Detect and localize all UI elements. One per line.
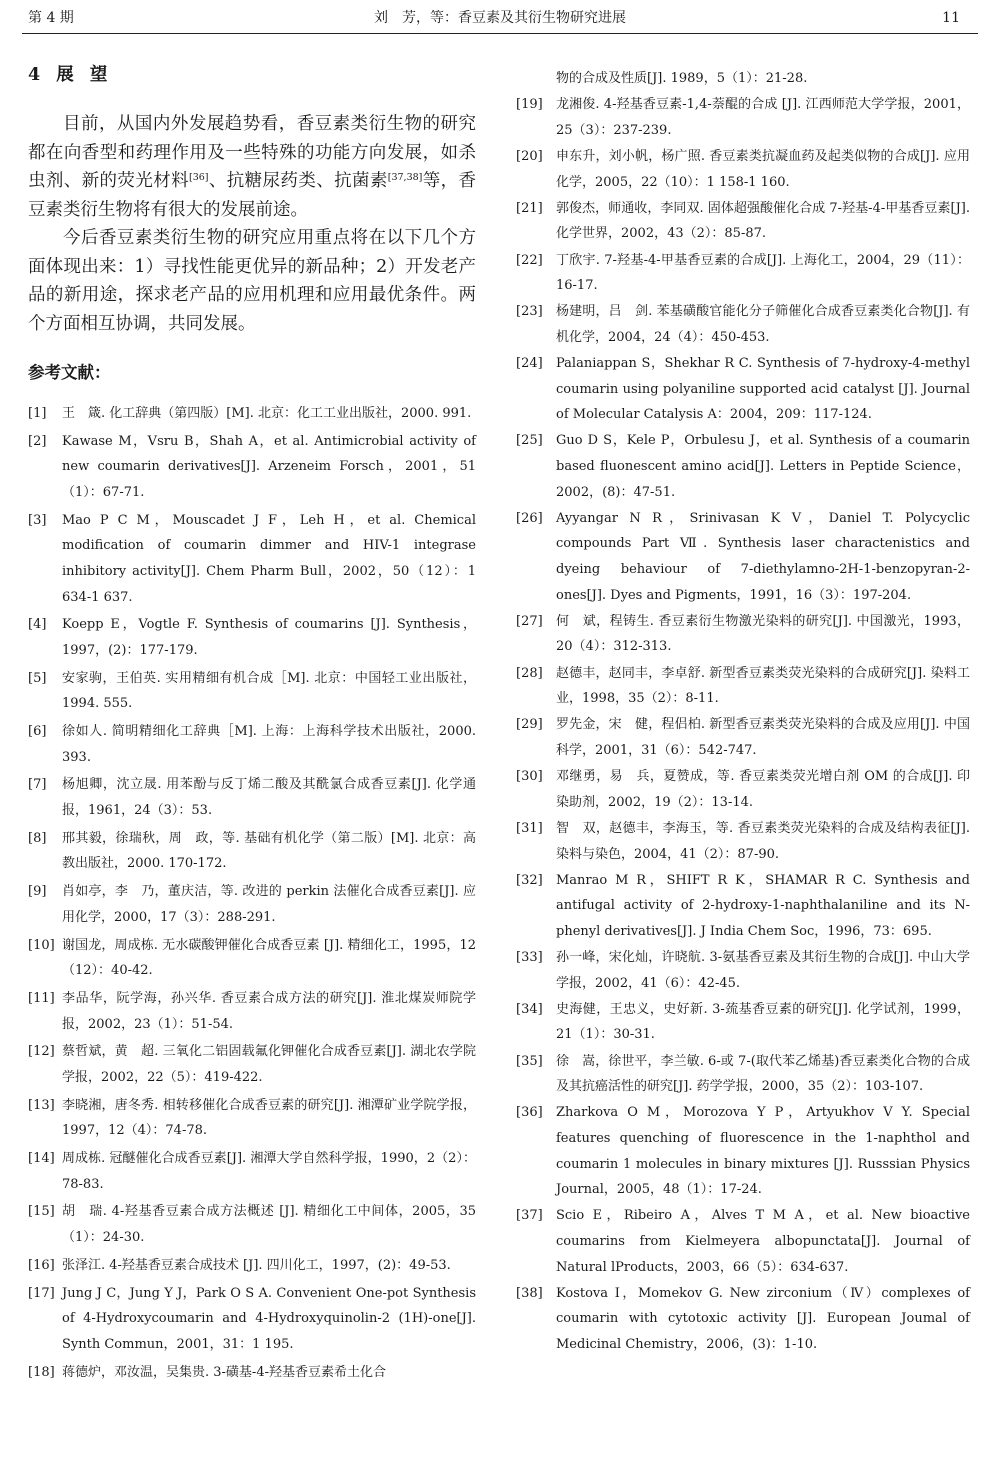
- reference-item: [516, 1203, 970, 1280]
- reference-item: [516, 92, 970, 143]
- reference-text: Palaniappan S，Shekhar R C. Synthesis of 7-hydroxy-4-methyl coumarin using polyaniline supported acid catalyst [J]. Journal of Molecular Catalysis A：2004，209：117-124.: [556, 356, 970, 423]
- left-column: [28, 66, 476, 1387]
- running-title: 刘 芳，等：香豆素及其衍生物研究进展: [374, 10, 626, 26]
- citation-marker: [36]: [188, 172, 209, 183]
- reference-number: [27]: [516, 613, 543, 629]
- reference-text: Koepp E，Vogtle F. Synthesis of coumarins [J]. Synthesis，1997，(2)：177-179.: [62, 617, 476, 658]
- reference-item: [28, 1039, 476, 1090]
- body-paragraph-1: 目前，从国内外发展趋势看，香豆素类衍生物的研究都在向香型和药理作用及一些特殊的功能方向发展，如杀虫剂、新的荧光材料[36]、抗糖尿药类、抗菌素[37,38]等，香豆素类衍生物将有很大的发展前途。: [28, 114, 477, 220]
- reference-item: [516, 997, 970, 1048]
- reference-text: 龙湘俊. 4-羟基香豆素-1,4-萘醌的合成 [J]. 江西师范大学学报，2001，25（3）：237-239.: [556, 97, 970, 138]
- reference-item: [516, 609, 970, 660]
- citation-marker: [37,38]: [387, 172, 423, 183]
- reference-number: [6]: [28, 724, 47, 740]
- reference-item: [516, 945, 970, 996]
- reference-text: Ayyangar N R，Srinivasan K V，Daniel T. Polycyclic compounds Part Ⅶ. Synthesis laser charactenistics and dyeing behaviour of 7-diethylamno-2H-1-benzopyran-2-ones[J]. Dyes and Pigments，1991，16（3）：197-204.: [556, 510, 970, 603]
- reference-number: [21]: [516, 200, 543, 216]
- reference-number: [8]: [28, 830, 47, 846]
- reference-text: 张泽江. 4-羟基香豆素合成技术 [J]. 四川化工，1997，(2)：49-53.: [62, 1257, 451, 1273]
- reference-item: [516, 816, 970, 867]
- reference-text: 肖如亭，李 乃，董庆洁，等. 改进的 perkin 法催化合成香豆素[J]. 应用化学，2000，17（3）：288-291.: [62, 884, 476, 925]
- reference-item: [28, 933, 476, 984]
- reference-number: [30]: [516, 769, 543, 785]
- reference-item: [28, 508, 476, 610]
- reference-item: [28, 1281, 476, 1358]
- reference-text: 孙一峰，宋化灿，许晓航. 3-氨基香豆素及其衍生物的合成[J]. 中山大学学报，2002，41（6）：42-45.: [556, 950, 970, 991]
- reference-item: [28, 429, 476, 506]
- reference-item: [516, 144, 970, 195]
- reference-text: 邓继勇，易 兵，夏赞成，等. 香豆素类荧光增白剂 OM 的合成[J]. 印染助剂，2002，19（2）：13-14.: [556, 769, 970, 810]
- reference-item: [516, 764, 970, 815]
- reference-item: [28, 879, 476, 930]
- right-column: [516, 66, 970, 1358]
- reference-number: [37]: [516, 1208, 543, 1224]
- reference-text: 杨建明，吕 剑. 苯基磺酸官能化分子筛催化合成香豆素类化合物[J]. 有机化学，2004，24（4）：450-453.: [556, 304, 970, 345]
- reference-list-left: [28, 401, 476, 1385]
- reference-item: [516, 1049, 970, 1100]
- reference-item: [516, 428, 970, 505]
- reference-number: [24]: [516, 356, 543, 372]
- reference-item: [516, 506, 970, 608]
- reference-item: [28, 986, 476, 1037]
- reference-item: [28, 1146, 476, 1197]
- reference-item: [28, 666, 476, 717]
- section-heading: 4 展 望: [28, 65, 113, 85]
- reference-continuation: 物的合成及性质[J]. 1989，5（1）：21-28.: [556, 71, 808, 86]
- reference-text: 周成栋. 冠醚催化合成香豆素[J]. 湘潭大学自然科学报，1990，2（2）：78-83.: [62, 1151, 476, 1192]
- reference-text: 蒋德炉，邓汝温，吴集贵. 3-磺基-4-羟基香豆素希土化合: [62, 1364, 386, 1380]
- reference-item: [516, 1100, 970, 1202]
- reference-item: [28, 612, 476, 663]
- reference-item: [28, 1253, 476, 1279]
- reference-item: [28, 772, 476, 823]
- reference-number: [13]: [28, 1097, 55, 1113]
- issue-number: 第 4 期: [28, 10, 74, 26]
- reference-text: 赵德丰，赵同丰，李卓舒. 新型香豆素类荧光染料的合成研究[J]. 染料工业，1998，35（2）：8-11.: [556, 665, 970, 707]
- reference-item: [28, 1093, 476, 1144]
- reference-number: [19]: [516, 97, 543, 113]
- reference-item: [28, 719, 476, 770]
- reference-item: [516, 712, 970, 763]
- reference-number: [18]: [28, 1364, 55, 1380]
- reference-text: 王 箴. 化工辞典（第四版）[M]. 北京：化工工业出版社，2000. 991.: [62, 406, 472, 421]
- reference-text: 丁欣宇. 7-羟基-4-甲基香豆素的合成[J]. 上海化工，2004，29（11）：16-17.: [556, 252, 970, 294]
- reference-number: [2]: [28, 433, 47, 449]
- reference-text: Jung J C，Jung Y J，Park O S A. Convenient One-pot Synthesis of 4-Hydroxycoumarin and 4-Hydroxyquinolin-2 (1H)-one[J]. Synth Commun，2001，31：1 195.: [62, 1285, 476, 1352]
- reference-number: [9]: [28, 884, 47, 900]
- reference-number: [17]: [28, 1285, 55, 1301]
- running-header: [28, 6, 972, 30]
- reference-text: Scio E，Ribeiro A，Alves T M A，et al. New bioactive coumarins from Kielmeyera albopunctata[J]. Journal of Natural lProducts，2003，66（5）：634-637.: [556, 1208, 970, 1275]
- reference-number: [25]: [516, 433, 543, 449]
- reference-number: [3]: [28, 512, 47, 528]
- reference-item: [516, 248, 970, 299]
- reference-item: [516, 299, 970, 350]
- reference-text: 何 斌，程铸生. 香豆素衍生物激光染料的研究[J]. 中国激光，1993，20（4）：312-313.: [556, 613, 970, 655]
- reference-text: 谢国龙，周成栋. 无水碳酸钾催化合成香豆素 [J]. 精细化工，1995，12（12）：40-42.: [62, 937, 476, 979]
- reference-text: 申东升，刘小帆，杨广照. 香豆素类抗凝血药及起类似物的合成[J]. 应用化学，2005，22（10）：1 158-1 160.: [556, 148, 970, 190]
- body-paragraph-2: 今后香豆素类衍生物的研究应用重点将在以下几个方面体现出来：1）寻找性能更优异的新品种；2）开发老产品的新用途，探求老产品的应用机理和应用最优条件。两个方面相互协调，共同发展。: [28, 228, 476, 334]
- reference-number: [5]: [28, 670, 47, 686]
- reference-text: 杨旭卿，沈立晟. 用苯酚与反丁烯二酸及其酰氯合成香豆素[J]. 化学通报，1961，24（3）：53.: [62, 777, 476, 819]
- reference-text: 李品华，阮学海，孙兴华. 香豆素合成方法的研究[J]. 淮北煤炭师院学报，2002，23（1）：51-54.: [62, 990, 476, 1032]
- reference-item: [28, 1199, 476, 1250]
- reference-number: [23]: [516, 304, 543, 320]
- reference-item: [516, 196, 970, 247]
- reference-item: [516, 1281, 970, 1358]
- reference-text: 智 双，赵德丰，李海玉，等. 香豆素类荧光染料的合成及结构表征[J]. 染料与染色，2004，41（2）：87-90.: [556, 820, 970, 862]
- reference-text: 邢其毅，徐瑞秋，周 政，等. 基础有机化学（第二版）[M]. 北京：高教出版社，2000. 170-172.: [62, 830, 476, 872]
- reference-number: [36]: [516, 1105, 543, 1121]
- reference-text: 史海健，王忠义，史好新. 3-巯基香豆素的研究[J]. 化学试剂，1999，21（1）：30-31.: [556, 1001, 970, 1043]
- reference-text: Kostova I，Momekov G. New zirconium（Ⅳ）complexes of coumarin with cytotoxic activity [J]. European Joumal of Medicinal Chemistry，2006，(3)：1-10.: [556, 1285, 970, 1352]
- reference-number: [34]: [516, 1001, 543, 1017]
- reference-number: [35]: [516, 1053, 543, 1069]
- reference-item: [28, 1360, 476, 1386]
- reference-number: [15]: [28, 1204, 55, 1220]
- reference-text: 罗先金，宋 健，程侣柏. 新型香豆素类荧光染料的合成及应用[J]. 中国科学，2001，31（6）：542-747.: [556, 717, 970, 758]
- reference-number: [28]: [516, 665, 543, 681]
- references-heading: 参考文献：: [28, 363, 111, 382]
- reference-number: [12]: [28, 1044, 55, 1060]
- reference-item: [28, 826, 476, 877]
- page-number: 11: [942, 10, 960, 26]
- reference-number: [38]: [516, 1285, 543, 1301]
- reference-number: [26]: [516, 510, 543, 526]
- reference-number: [14]: [28, 1151, 55, 1167]
- reference-number: [31]: [516, 820, 543, 836]
- reference-number: [20]: [516, 148, 543, 164]
- reference-item: [28, 401, 476, 427]
- reference-item: [516, 351, 970, 428]
- reference-text: 徐 嵩，徐世平，李兰敏. 6-或 7-(取代苯乙烯基)香豆素类化合物的合成及其抗癌活性的研究[J]. 药学学报，2000，35（2）：103-107.: [556, 1053, 970, 1095]
- reference-item: [516, 661, 970, 712]
- reference-number: [4]: [28, 617, 47, 633]
- reference-number: [29]: [516, 717, 543, 733]
- reference-text: Zharkova O M，Morozova Y P，Artyukhov V Y. Special features quenching of fluorescence in the 1-naphthol and coumarin 1 molecules in binary mixtures [J]. Russsian Physics Journal，2005，48（1）：17-24.: [556, 1105, 970, 1198]
- reference-text: 蔡哲斌，黄 超. 三氧化二铝固载氟化钾催化合成香豆素[J]. 湖北农学院学报，2002，22（5）：419-422.: [62, 1044, 476, 1085]
- reference-text: Kawase M，Vsru B，Shah A，et al. Antimicrobial activity of new coumarin derivatives[J]. Arzeneim Forsch，2001，51（1）：67-71.: [62, 433, 476, 500]
- reference-number: [7]: [28, 777, 47, 793]
- reference-number: [1]: [28, 406, 47, 421]
- reference-text: Mao P C M，Mouscadet J F，Leh H，et al. Chemical modification of coumarin dimmer and HIV-1 integrase inhibitory activity[J]. Chem Pharm Bull，2002，50（12）：1 634-1 637.: [62, 512, 476, 605]
- reference-text: 徐如人. 简明精细化工辞典［M]. 上海：上海科学技术出版社，2000. 393.: [62, 724, 476, 765]
- reference-number: [11]: [28, 990, 55, 1006]
- reference-list-right: [516, 92, 970, 1357]
- reference-text: 安家驹，王伯英. 实用精细有机合成［M]. 北京：中国轻工业出版社，1994. 555.: [62, 670, 476, 712]
- reference-number: [32]: [516, 872, 543, 888]
- reference-number: [22]: [516, 252, 543, 268]
- reference-number: [33]: [516, 950, 543, 966]
- reference-item: [516, 868, 970, 945]
- reference-text: Manrao M R，SHIFT R K，SHAMAR R C. Synthesis and antifugal activity of 2-hydroxy-1-naphthalaniline and its N-phenyl derivatives[J]. J India Chem Soc，1996，73：695.: [556, 872, 970, 939]
- reference-text: 胡 瑞. 4-羟基香豆素合成方法概述 [J]. 精细化工中间体，2005，35（1）：24-30.: [62, 1204, 476, 1246]
- reference-number: [16]: [28, 1257, 55, 1273]
- reference-number: [10]: [28, 937, 55, 953]
- header-rule: [22, 33, 978, 34]
- reference-text: 李晓湘，唐冬秀. 相转移催化合成香豆素的研究[J]. 湘潭矿业学院学报，1997，12（4）：74-78.: [62, 1097, 476, 1139]
- reference-text: 郭俊杰，师通收，李同双. 固体超强酸催化合成 7-羟基-4-甲基香豆素[J]. 化学世界，2002，43（2）：85-87.: [556, 200, 970, 242]
- reference-text: Guo D S，Kele P，Orbulesu J，et al. Synthesis of a coumarin based fluonescent amino acid[J]. Letters in Peptide Science，2002，(8)：47-51.: [556, 433, 970, 500]
